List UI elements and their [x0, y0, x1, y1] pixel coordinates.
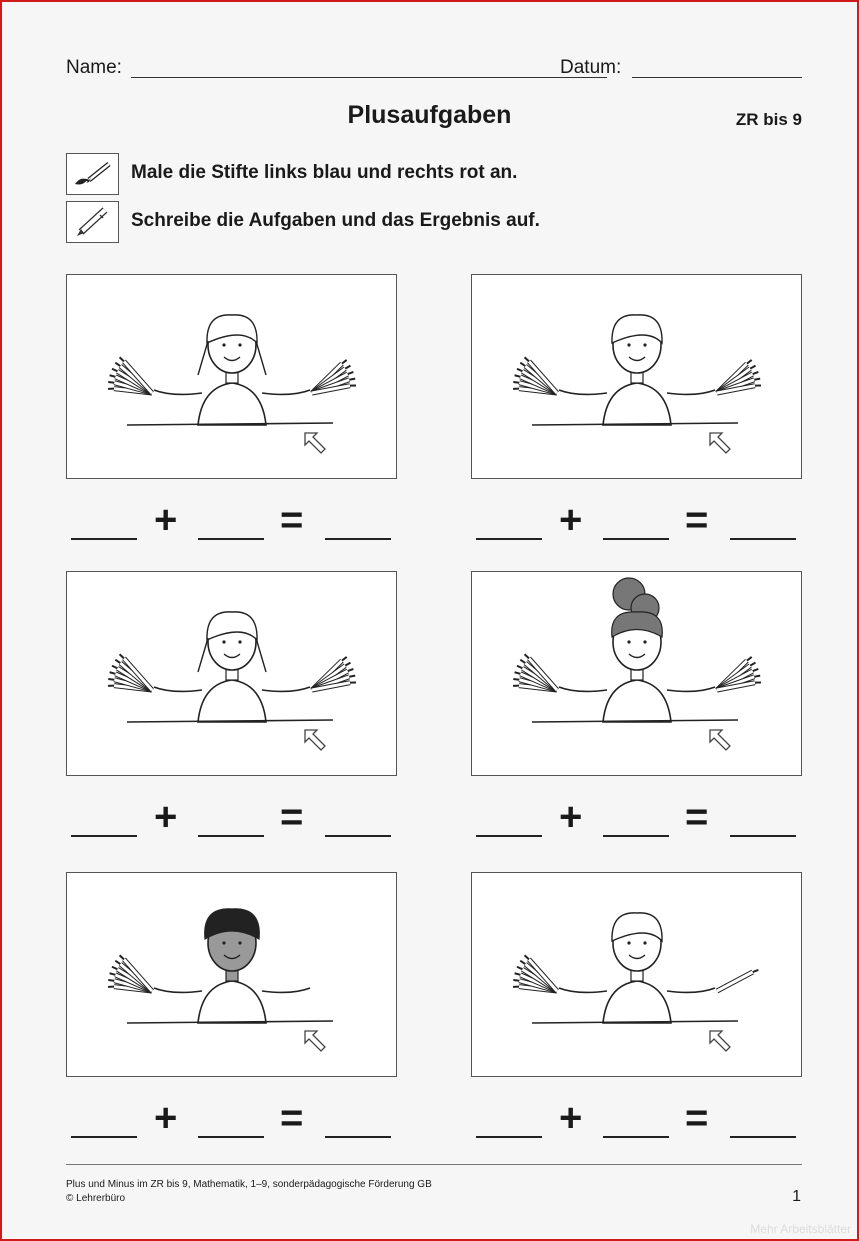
equals-sign: =	[280, 1096, 304, 1140]
date-label: Datum:	[560, 57, 622, 78]
plus-sign: +	[559, 498, 583, 542]
equation-row	[66, 791, 397, 841]
equation-row	[66, 494, 397, 544]
instruction-text: Schreibe die Aufgaben und das Ergebnis auf.	[131, 210, 540, 231]
number-range-label: ZR bis 9	[735, 110, 802, 129]
child-with-pencils-illustration[interactable]	[66, 571, 397, 776]
addend-1-blank[interactable]	[476, 835, 542, 837]
addend-1-blank[interactable]	[71, 835, 137, 837]
addend-2-blank[interactable]	[603, 1136, 669, 1138]
result-blank[interactable]	[325, 835, 391, 837]
addend-1-blank[interactable]	[476, 538, 542, 540]
watermark: Mehr Arbeitsblätter	[750, 1222, 851, 1236]
child-illustration-svg	[67, 572, 396, 775]
pencil-icon	[66, 201, 119, 243]
equation-row	[471, 1092, 802, 1142]
equals-sign: =	[280, 795, 304, 839]
name-field[interactable]	[131, 77, 607, 78]
date-field[interactable]	[632, 77, 802, 78]
child-illustration-svg	[67, 275, 396, 478]
equation-row	[471, 791, 802, 841]
addend-1-blank[interactable]	[71, 1136, 137, 1138]
plus-sign: +	[154, 498, 178, 542]
result-blank[interactable]	[730, 538, 796, 540]
page-number: 1	[792, 1188, 801, 1205]
addend-2-blank[interactable]	[198, 538, 264, 540]
child-illustration-svg	[472, 275, 801, 478]
plus-sign: +	[154, 795, 178, 839]
addend-2-blank[interactable]	[198, 1136, 264, 1138]
equals-sign: =	[685, 795, 709, 839]
addend-1-blank[interactable]	[476, 1136, 542, 1138]
addend-1-blank[interactable]	[71, 538, 137, 540]
instruction-write	[66, 201, 802, 243]
equation-row	[66, 1092, 397, 1142]
addend-2-blank[interactable]	[603, 538, 669, 540]
plus-sign: +	[559, 1096, 583, 1140]
child-with-pencils-illustration[interactable]	[471, 571, 802, 776]
equals-sign: =	[280, 498, 304, 542]
footer-source: Plus und Minus im ZR bis 9, Mathematik, 1–9, sonderpädagogische Förderung GB	[66, 1179, 432, 1190]
child-illustration-svg	[472, 572, 801, 775]
instruction-text: Male die Stifte links blau und rechts rot an.	[131, 162, 518, 183]
child-with-pencils-illustration[interactable]	[66, 274, 397, 479]
footer-copyright: © Lehrerbüro	[66, 1193, 126, 1204]
equation-row	[471, 494, 802, 544]
plus-sign: +	[559, 795, 583, 839]
child-with-pencils-illustration[interactable]	[66, 872, 397, 1077]
equals-sign: =	[685, 1096, 709, 1140]
result-blank[interactable]	[325, 538, 391, 540]
name-label: Name:	[66, 57, 122, 78]
coloring-pencil-icon	[66, 153, 119, 195]
child-with-pencils-illustration[interactable]	[471, 872, 802, 1077]
result-blank[interactable]	[730, 835, 796, 837]
addend-2-blank[interactable]	[603, 835, 669, 837]
instruction-color	[66, 153, 802, 195]
child-with-pencils-illustration[interactable]	[471, 274, 802, 479]
equals-sign: =	[685, 498, 709, 542]
child-illustration-svg	[67, 873, 396, 1076]
addend-2-blank[interactable]	[198, 835, 264, 837]
footer-divider	[66, 1164, 802, 1165]
page-title: Plusaufgaben	[347, 101, 512, 129]
name-date-row	[66, 55, 802, 83]
result-blank[interactable]	[325, 1136, 391, 1138]
plus-sign: +	[154, 1096, 178, 1140]
child-illustration-svg	[472, 873, 801, 1076]
result-blank[interactable]	[730, 1136, 796, 1138]
